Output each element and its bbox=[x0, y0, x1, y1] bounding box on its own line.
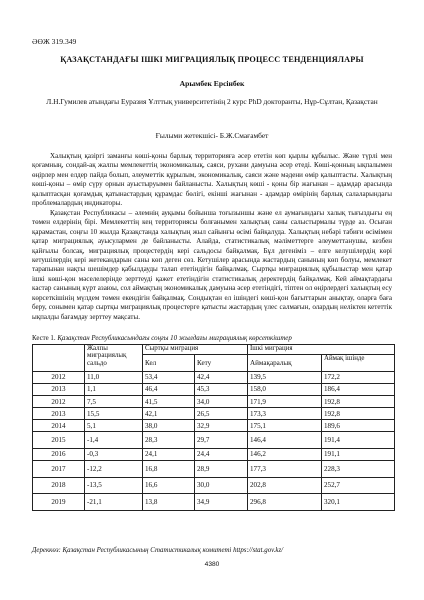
cell-net: 11,0 bbox=[85, 372, 143, 384]
table-row bbox=[33, 461, 395, 478]
cell-out: 32,9 bbox=[195, 420, 248, 432]
table-row bbox=[33, 372, 395, 384]
table-header-row-1 bbox=[33, 345, 395, 355]
cell-out: 42,4 bbox=[195, 372, 248, 384]
cell-net: 7,5 bbox=[85, 396, 143, 408]
table-row bbox=[33, 448, 395, 460]
table-source: Дереккөз: Қазақстан Республикасының Статистикалық комитеті https://stat.gov.kz/ bbox=[32, 547, 284, 554]
table-row bbox=[33, 396, 395, 408]
table-caption-text: Қазақстан Республикасындағы соңғы 10 жылдағы миграциялық көрсеткіштер bbox=[57, 335, 292, 342]
cell-between: 171,9 bbox=[248, 396, 322, 408]
paragraph-1: Халықтың қазіргі заманғы көші-қоны барлық территорияға әсер ететін көп қырлы құбылыс. Және түрлі мен қоғамның, сондай-ақ жалпы мемлекеттің экономикалық, саяси, рухани дамуына әсер етеді. Көші-қонның ықпалымен өңірлер мен елдер пайда болып, әлеуметтік құрылым, экономикалық, саяси және мәдени өмір қалыптасты. Халықтың көші-қоны – өмір сүру орнын ауыстыруымен байланысты. Халықтың көші - қоны бір жағынан – адамдар арасында қалыптасқан қоғамдық қатынастардың құрамдас бөлігі, екінші жағынан - адамдар өмірінің барлық салаларындағы проблемалардың индикаторы. bbox=[32, 152, 392, 208]
cell-within: 192,8 bbox=[322, 396, 395, 408]
udc-code: ӘӨЖ 319.349 bbox=[32, 37, 77, 46]
table-row bbox=[33, 432, 395, 449]
cell-within: 189,6 bbox=[322, 420, 395, 432]
cell-within: 192,8 bbox=[322, 408, 395, 420]
cell-out: 34,0 bbox=[195, 396, 248, 408]
cell-year: 2019 bbox=[33, 494, 85, 511]
cell-out: 30,0 bbox=[195, 477, 248, 494]
cell-in: 53,4 bbox=[143, 372, 195, 384]
cell-in: 24,1 bbox=[143, 448, 195, 460]
cell-net: 1,1 bbox=[85, 384, 143, 396]
migration-table bbox=[32, 344, 395, 511]
cell-within: 320,1 bbox=[322, 494, 395, 511]
header-external-migration: Сыртқы миграция bbox=[143, 345, 248, 355]
cell-in: 16,6 bbox=[143, 477, 195, 494]
cell-between: 146,4 bbox=[248, 432, 322, 449]
cell-within: 186,4 bbox=[322, 384, 395, 396]
cell-net: 5,1 bbox=[85, 420, 143, 432]
cell-between: 296,8 bbox=[248, 494, 322, 511]
table-row bbox=[33, 408, 395, 420]
cell-out: 45,3 bbox=[195, 384, 248, 396]
header-arrivals: Кел bbox=[143, 355, 195, 372]
table-row bbox=[33, 384, 395, 396]
cell-year: 2018 bbox=[33, 477, 85, 494]
header-departures: Кету bbox=[195, 355, 248, 372]
table-row bbox=[33, 420, 395, 432]
cell-net: 15,5 bbox=[85, 408, 143, 420]
paragraph-2: Қазақстан Республикасы – әлемнің ауқымы бойынша тоғызыншы және ел аумағындағы халық тығыздығы ең төмен елдерінің бірі. Мемлекеттің кең территориясы болғанымен халықтың саны салыстырмалы түрде аз. Осыған қарамастан, соңғы 10 жылда Қазақстанда халықтың жыл сайынғы өсімі байқалуда. Халықтың небәрі табиғи өсімімен қатар миграциялық ауысулармен де байланысты. Алайда, статистикалық мәліметтерге әлеуметтанушы, кезбен қайғылы болсақ, миграциялық процестердің кері сальдосы байқалмақ. Бұл дегеніміз – елге келушілердің көрі кетушілердің кері жетекандарын саны көп деген сөз. Кетушілер арасында жастардың санының көп болуы, мемлекет тарапынан нақты шешімдер қабылдауды талап ететіндігін байқалмақ. Сыртқы миграциялық құбылыстар мен қатар ішкі көші-қон мәселелерінде зерттеуді қажет ететіндігін статистикалық деректердің байқалмақ. Кей аймақтардағы кастар санының күрт азаюы, сол аймақтың экономикалық дамуына әсер ететіндігі, тіптен ол өңірлердегі халықтың есу көрсеткішінің мүлдем төмен екендігін байқалмақ. Сондықтан ел ішіндегі көші-қон бағыттарын анықтау, оларға баға беру, сонымен қатар сыртқы миграциялық процестерге қатысты жастардың үлес салмағын, олардың неліктен кететтік ықпалды бағамдау зерттеу мақсаты. bbox=[32, 208, 392, 321]
cell-within: 252,7 bbox=[322, 477, 395, 494]
cell-year: 2015 bbox=[33, 432, 85, 449]
cell-out: 26,5 bbox=[195, 408, 248, 420]
cell-within: 191,4 bbox=[322, 432, 395, 449]
cell-year: 2017 bbox=[33, 461, 85, 478]
cell-between: 177,3 bbox=[248, 461, 322, 478]
cell-out: 34,9 bbox=[195, 494, 248, 511]
cell-year: 2012 bbox=[33, 396, 85, 408]
cell-between: 173,3 bbox=[248, 408, 322, 420]
header-intraregional: Аймақ ішінде bbox=[322, 355, 395, 372]
cell-in: 13,8 bbox=[143, 494, 195, 511]
scientific-advisor: Ғылыми жетекшісі- Б.Ж.Смағамбет bbox=[155, 131, 269, 140]
header-year bbox=[33, 345, 85, 372]
header-internal-migration: Ішкі миграция bbox=[248, 345, 395, 355]
cell-in: 28,3 bbox=[143, 432, 195, 449]
cell-in: 16,8 bbox=[143, 461, 195, 478]
author-affiliation: Л.Н.Гумилев атындағы Еуразия Ұлттық университетінің 2 курс PhD докторанты, Нұр-Сұлтан, Қазақстан bbox=[46, 97, 378, 106]
author-name: Арымбек Ерсінбек bbox=[179, 79, 245, 88]
cell-between: 146,2 bbox=[248, 448, 322, 460]
cell-out: 28,9 bbox=[195, 461, 248, 478]
cell-year: 2016 bbox=[33, 448, 85, 460]
cell-out: 29,7 bbox=[195, 432, 248, 449]
cell-out: 24,4 bbox=[195, 448, 248, 460]
page-number: 4380 bbox=[204, 561, 220, 568]
cell-net: -0,3 bbox=[85, 448, 143, 460]
body-text bbox=[32, 152, 392, 322]
cell-in: 41,5 bbox=[143, 396, 195, 408]
cell-between: 202,8 bbox=[248, 477, 322, 494]
cell-between: 175,1 bbox=[248, 420, 322, 432]
cell-between: 139,5 bbox=[248, 372, 322, 384]
table-caption bbox=[32, 335, 394, 342]
header-interregional: Аймақаралық bbox=[248, 355, 322, 372]
cell-net: -13,5 bbox=[85, 477, 143, 494]
cell-within: 228,3 bbox=[322, 461, 395, 478]
cell-in: 46,4 bbox=[143, 384, 195, 396]
table-row bbox=[33, 477, 395, 494]
cell-year: 2013 bbox=[33, 384, 85, 396]
cell-year: 2014 bbox=[33, 420, 85, 432]
cell-year: 2013 bbox=[33, 408, 85, 420]
table-row bbox=[33, 494, 395, 511]
cell-within: 191,1 bbox=[322, 448, 395, 460]
cell-net: -21,1 bbox=[85, 494, 143, 511]
table-caption-prefix: Кесте 1. bbox=[32, 335, 56, 342]
paper-title: ҚАЗАҚСТАНДАҒЫ ІШКІ МИГРАЦИЯЛЫҚ ПРОЦЕСС ТЕНДЕНЦИЯЛАРЫ bbox=[60, 55, 364, 64]
cell-within: 172,2 bbox=[322, 372, 395, 384]
cell-net: -1,4 bbox=[85, 432, 143, 449]
cell-net: -12,2 bbox=[85, 461, 143, 478]
cell-in: 38,0 bbox=[143, 420, 195, 432]
header-net-migration: Жалпы миграциялық сальдо bbox=[85, 345, 143, 372]
cell-in: 42,1 bbox=[143, 408, 195, 420]
cell-between: 158,0 bbox=[248, 384, 322, 396]
cell-year: 2012 bbox=[33, 372, 85, 384]
